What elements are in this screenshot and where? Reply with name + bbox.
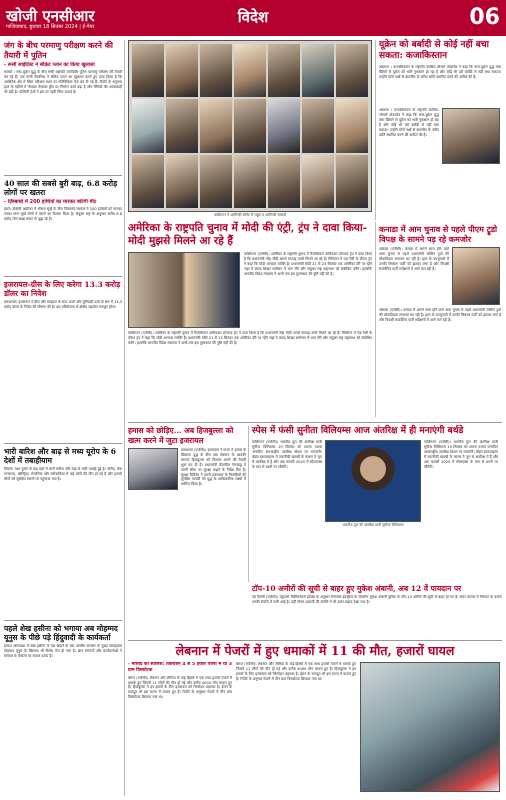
story-body: ओटावा (एजेंसी)। कनाडा में अगले साल होने वाले आम चुनाव से पहले प्रधानमंत्री जस्टिन ट्रूडो की लोकप्रियता लगातार घट रही है। हाल के उपचुनावों में उनकी लिबरल पार्टी को झटका लगा है और विपक्षी कंजर्वेटिव पार्टी सर्वेक्षणों में आगे चल रही है। (379, 247, 449, 271)
edition-line: गाज़ियाबाद, बुधवार 18 सितंबर 2024 | ई-पेपर (6, 24, 95, 30)
canada-story (379, 224, 501, 418)
story-headline: जंग के बीच परमाणु परीक्षण करने की तैयारी में पुतिन (4, 40, 113, 60)
story-body: हरारे। दक्षिणी अफ्रीका में भीषण सूखे के बीच जिम्बाब्वे सरकार ने 200 हाथियों को मारकर उनका मांस भूखे लोगों में बांटने का फैसला किया है। संयुक्त राष्ट्र के अनुसार करीब 6.8 करोड़ लोग खाद्य संकट से जूझ रहे हैं। (4, 207, 122, 221)
story-headline: टॉप-10 अमीरों की सूची से बाहर हुए मुकेश अंबानी, अब 12 वें पायदान पर (252, 584, 462, 593)
masthead: खोजी एनसीआर (6, 7, 95, 25)
story-body: ओटावा (एजेंसी)। कनाडा में अगले साल होने वाले आम चुनाव से पहले प्रधानमंत्री जस्टिन ट्रूडो की लोकप्रियता लगातार घट रही है। हाल के उपचुनावों में उनकी लिबरल पार्टी को झटका लगा है और विपक्षी कंजर्वेटिव पार्टी सर्वेक्षणों में आगे चल रही है। (379, 308, 501, 322)
israel-story (128, 426, 246, 636)
story-headline: भारी बारिश और बाढ़ से मध्य यूरोप के 6 देशों में तबाहीयाम (4, 447, 116, 465)
story-body: वाशिंगटन (एजेंसी)। भारतीय मूल की अंतरिक्ष यात्री सुनीता विलियम्स 19 सितंबर को अपना 59वां जन्मदिन अंतरराष्ट्रीय अंतरिक्ष स्टेशन पर मनाएंगी। बोइंग स्टारलाइनर में तकनीकी खराबी के कारण वे जून से अंतरिक्ष में हैं और अब फरवरी 2025 में स्पेसएक्स के यान से धरती पर लौटेंगी। (424, 440, 498, 469)
sunita-story (252, 426, 502, 582)
story-body: अस्ताना । कजाकिस्तान के राष्ट्रपति कासिम-जोमार्ट तोकायेव ने कहा कि रूस-यूक्रेन युद्ध लंबा खिंचने से यूक्रेन को भारी नुकसान हो रहा है और कोई भी उसे बर्बादी से नहीं बचा सकता। उन्होंने दोनों पक्षों से बातचीत के जरिए शांति स्थापित करने की अपील की है। (379, 65, 501, 79)
divider (4, 276, 122, 277)
photo-caption: वाशिंगटन में अमेरिकी सीनेट में राहुल व अमेरिकी सांसदों (213, 213, 287, 217)
divider (128, 640, 502, 641)
story-body: ढाका। बांग्लादेश में शेख हसीना के देश छोड़ने के बाद अंतरिम सरकार के मुख्य सलाहकार मोहम्मद यूनुस के खिलाफ भी विरोध तेज हो गया है। छात्र संगठनों और कार्यकर्ताओं ने सरकार के फैसलों पर सवाल उठाए हैं। (4, 644, 122, 658)
main-story (128, 222, 372, 422)
story-body: बेरूत (एजेंसी)। लेबनान और सीरिया के कई हिस्सों में एक साथ हजारों पेजरों में धमाके हुए जिसमें 11 लोगों की मौत हो गई और करीब 4000 लोग घायल हुए हैं। हिजबुल्ला ने इन हमलों के लिए इजरायल को जिम्मेदार ठहराया है। ईरान के राजदूत भी इस घटना में घायल हुए हैं। रिपोर्ट के अनुसार पेजरों में तीन ग्राम विस्फोटक छिपाया गया था। (236, 662, 356, 681)
divider (4, 443, 122, 444)
left-column (4, 40, 122, 796)
story-subhead: - मोसाद की साजिश: तकरीबन 4 से 5 हजार पेजरों में था 3 ग्राम विस्फोटक (128, 662, 232, 673)
story-body: वाशिंगटन (एजेंसी)। अमेरिका के राष्ट्रपति चुनाव में रिपब्लिकन उम्मीदवार डोनाल्ड ट्रंप ने दावा किया है कि प्रधानमंत्री नरेंद्र मोदी अगले सप्ताह उनसे मिलने आ रहे हैं। मिशिगन में एक रैली के दौरान ट्रंप ने कहा कि मोदी शानदार व्यक्ति हैं। प्रधानमंत्री मोदी 21 से 23 सितंबर तक अमेरिका दौरे पर रहेंगे जहां वे क्वाड शिखर सम्मेलन में भाग लेंगे और संयुक्त राष्ट्र महासभा को संबोधित करेंगे। हालांकि भारतीय विदेश मंत्रालय ने अभी तक इस मुलाकात की पुष्टि नहीं की है। (128, 331, 372, 345)
photo-caption: भारतीय मूल की अंतरिक्ष यात्री सुनीता विलियम्स (342, 523, 404, 527)
trudeau-photo (452, 247, 500, 305)
netanyahu-photo (128, 448, 178, 490)
story-body: मास्को । रूस-यूक्रेन युद्ध के बीच रूसी राष्ट्रपति व्लादिमीर पुतिन परमाणु परीक्षण की तैयारी कर रहे हैं। एक रूसी वैज्ञानिक ने सीक्रेट प्लान का खुलासा करते हुए दावा किया है कि आर्कटिक क्षेत्र में स्थित परीक्षण स्थल पर गतिविधियां तेज कर दी गई हैं। रिपोर्ट के अनुसार हाल के महीनों में नोवाया जेमल्या द्वीप पर निर्माण कार्य बढ़ा है और सैनिकों की आवाजाही भी बढ़ी है। पश्चिमी देशों ने इस पर गहरी चिंता जताई है। (4, 70, 122, 94)
story-headline: इजरायल-ग्रीस के लिए करेगा 13.3 करोड़ डॉलर का निवेश (4, 280, 121, 298)
story-body: वियना। मध्य यूरोप के छह देशों में भारी बारिश और बाढ़ से भारी तबाही हुई है। पोलैंड, चेक गणराज्य, ऑस्ट्रिया, रोमानिया और स्लोवाकिया में कई लोगों की मौत हो गई है और हजारों लोगों को सुरक्षित स्थानों पर पहुंचाया गया है। (4, 467, 122, 481)
story-body: बेरूत (एजेंसी)। लेबनान और सीरिया के कई हिस्सों में एक साथ हजारों पेजरों में धमाके हुए जिसमें 11 लोगों की मौत हो गई और करीब 4000 लोग घायल हुए हैं। हिजबुल्ला ने इन हमलों के लिए इजरायल को जिम्मेदार ठहराया है। ईरान के राजदूत भी इस घटना में घायल हुए हैं। रिपोर्ट के अनुसार पेजरों में तीन ग्राम विस्फोटक छिपाया गया था। (128, 675, 232, 700)
story-headline: पहले शेख हसीना को भगाया अब मोहम्मद यूनुस के पीछे पड़े हिंदुवादी के कार्यकर्ता (4, 624, 118, 642)
page-number: 06 (469, 5, 500, 30)
divider (128, 422, 502, 423)
story-body: वाशिंगटन (एजेंसी)। भारतीय मूल की अंतरिक्ष यात्री सुनीता विलियम्स 19 सितंबर को अपना 59वां जन्मदिन अंतरराष्ट्रीय अंतरिक्ष स्टेशन पर मनाएंगी। बोइंग स्टारलाइनर में तकनीकी खराबी के कारण वे जून से अंतरिक्ष में हैं और अब फरवरी 2025 में स्पेसएक्स के यान से धरती पर लौटेंगी। (252, 440, 322, 469)
story-headline: 40 साल की सबसे बुरी बाढ़, 6.8 करोड़ लोगों पर खतरा (4, 179, 118, 197)
story-headline: यूक्रेन को बर्बादी से कोई नहीं बचा सकता: कजाकिस्तान (379, 40, 489, 61)
story-body: नई दिल्ली (एजेंसी)। ब्लूमबर्ग बिलियनेयर्स इंडेक्स के अनुसार रिलायंस इंडस्ट्रीज के चेयरमैन मुकेश अंबानी दुनिया के टॉप-10 अमीरों की सूची से बाहर हो गए हैं। शेयर बाजार में गिरावट के कारण उनकी संपत्ति में कमी आई है। वहीं गौतम अडाणी की संपत्ति में भी उतार-चढ़ाव देखा गया है। (252, 595, 502, 604)
story-subhead: - रूसी साइंटिस्ट ने सीक्रेट प्लान का किया खुलासा (4, 62, 95, 68)
section-title: विदेश (237, 8, 269, 26)
column-rule (248, 426, 249, 582)
story-subhead: - ज़िम्बाब्वे में 200 हाथियों का मारकर बांटेगी मीट (4, 199, 97, 205)
story-body: यरूशलम। इजरायल ने ग्रीस और साइप्रस के साथ ऊर्जा और बुनियादी ढांचे के क्षेत्र में 13.3 करोड़ डॉलर के निवेश की घोषणा की है। इस परियोजना से क्षेत्रीय सहयोग मजबूत होगा। (4, 300, 122, 309)
column-rule (124, 40, 125, 796)
lebanon-headline: लेबनान में पेजरों में हुए धमाकों में 11 की मौत, हजारों घायल (175, 643, 455, 658)
story-body: अस्ताना । कजाकिस्तान के राष्ट्रपति कासिम-जोमार्ट तोकायेव ने कहा कि रूस-यूक्रेन युद्ध लंबा खिंचने से यूक्रेन को भारी नुकसान हो रहा है और कोई भी उसे बर्बादी से नहीं बचा सकता। उन्होंने दोनों पक्षों से बातचीत के जरिए शांति स्थापित करने की अपील की है। (379, 108, 439, 137)
column-rule (375, 222, 376, 417)
ambani-story (252, 584, 502, 636)
story-headline: कनाडा में आम चुनाव से पहले पीएम ट्रूडो विपक्ष के सामने पड़ रहे कमजोर (379, 224, 498, 244)
story-body: वाशिंगटन (एजेंसी)। अमेरिका के राष्ट्रपति चुनाव में रिपब्लिकन उम्मीदवार डोनाल्ड ट्रंप ने दावा किया है कि प्रधानमंत्री नरेंद्र मोदी अगले सप्ताह उनसे मिलने आ रहे हैं। मिशिगन में एक रैली के दौरान ट्रंप ने कहा कि मोदी शानदार व्यक्ति हैं। प्रधानमंत्री मोदी 21 से 23 सितंबर तक अमेरिका दौरे पर रहेंगे जहां वे क्वाड शिखर सम्मेलन में भाग लेंगे और संयुक्त राष्ट्र महासभा को संबोधित करेंगे। हालांकि भारतीय विदेश मंत्रालय ने अभी तक इस मुलाकात की पुष्टि नहीं की है। (244, 252, 372, 276)
sunita-williams-photo (325, 440, 421, 522)
lebanon-story (128, 643, 502, 797)
story-body: यरूशलम (एजेंसी)। इजरायल ने गाजा में हमास के खिलाफ युद्ध के बीच अब लेबनान के आतंकी संगठन हिजबुल्ला को निशाना बनाने की तैयारी शुरू कर दी है। प्रधानमंत्री बेंजामिन नेतन्याहू ने उत्तरी सीमा पर सुरक्षा बढ़ाने के निर्देश दिए हैं। सुरक्षा कैबिनेट ने उत्तरी इजरायल के निवासियों की सुरक्षित वापसी को युद्ध के आधिकारिक लक्ष्यों में शामिल किया है। (181, 448, 246, 487)
lebanon-hospital-photo (360, 662, 500, 792)
divider (4, 620, 122, 621)
right-column (379, 40, 501, 220)
modi-trump-photo (128, 252, 240, 328)
divider (4, 175, 122, 176)
main-headline: अमेरिका के राष्ट्रपति चुनाव में मोदी की एंट्री, ट्रंप ने दावा किया- मोदी मुझसे मिलने आ रहे हैं (128, 222, 367, 247)
column-rule (375, 40, 376, 220)
group-photo (128, 40, 372, 212)
story-headline: स्पेस में फंसी सुनीता विलियम्स आज अंतरिक्ष में ही मनाएंगी बर्थडे (252, 426, 464, 436)
story-headline: हमास को छोड़िए... अब हिजबुल्ला को खत्म करने में जुटा इजरायल (128, 426, 234, 445)
leader-photo (442, 108, 500, 164)
